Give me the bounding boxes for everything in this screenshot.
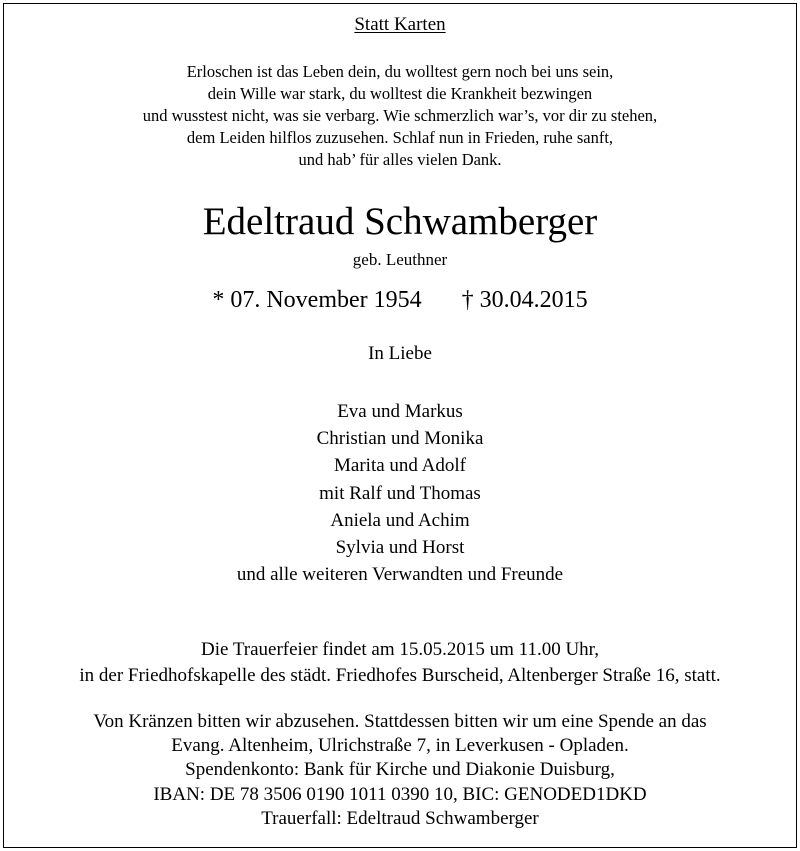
poem-line: dem Leiden hilflos zuzusehen. Schlaf nun in Frieden, ruhe sanft, — [186, 128, 614, 147]
life-dates — [0, 285, 800, 315]
birth-date: * 07. November 1954 — [212, 287, 422, 313]
family-line: Christian und Monika — [316, 428, 484, 450]
poem-line: Erloschen ist das Leben dein, du wolltest gern noch bei uns sein, — [186, 62, 614, 81]
deceased-name: Edeltraud Schwamberger — [202, 200, 598, 243]
header-statt-karten: Statt Karten — [354, 14, 446, 35]
family-line: und alle weiteren Verwandten und Freunde — [236, 564, 564, 586]
poem-line: und wusstest nicht, was sie verbarg. Wie schmerzlich war’s, vor dir zu stehen, — [142, 106, 658, 125]
donation-line: Evang. Altenheim, Ulrichstraße 7, in Leverkusen - Opladen. — [171, 735, 629, 757]
family-line: Aniela und Achim — [330, 509, 470, 531]
donation-line: Trauerfall: Edeltraud Schwamberger — [261, 807, 539, 829]
donation-line: IBAN: DE 78 3506 0190 1011 0390 10, BIC: GENODED1DKD — [153, 783, 647, 805]
death-date: † 30.04.2015 — [461, 287, 588, 313]
family-line: Sylvia und Horst — [335, 536, 465, 558]
family-list — [0, 398, 800, 588]
donation-line: Von Kränzen bitten wir abzusehen. Stattdessen bitten wir um eine Spende an das — [93, 711, 707, 732]
poem — [0, 61, 800, 171]
ceremony-info — [0, 637, 800, 689]
donation-line: Spendenkonto: Bank für Kirche und Diakonie Duisburg, — [185, 759, 615, 781]
family-line: Marita und Adolf — [334, 455, 466, 477]
maiden-name: geb. Leuthner — [352, 250, 448, 269]
family-line: Eva und Markus — [337, 401, 463, 422]
ceremony-line: in der Friedhofskapelle des städt. Friedhofes Burscheid, Altenberger Straße 16, statt. — [79, 665, 721, 686]
ceremony-line: Die Trauerfeier findet am 15.05.2015 um 11.00 Uhr, — [201, 639, 599, 660]
donation-info — [0, 710, 800, 831]
in-love-text: In Liebe — [368, 343, 432, 364]
family-line: mit Ralf und Thomas — [319, 482, 481, 504]
poem-line: und hab’ für alles vielen Dank. — [298, 150, 502, 169]
poem-line: dein Wille war stark, du wolltest die Krankheit bezwingen — [207, 84, 593, 103]
